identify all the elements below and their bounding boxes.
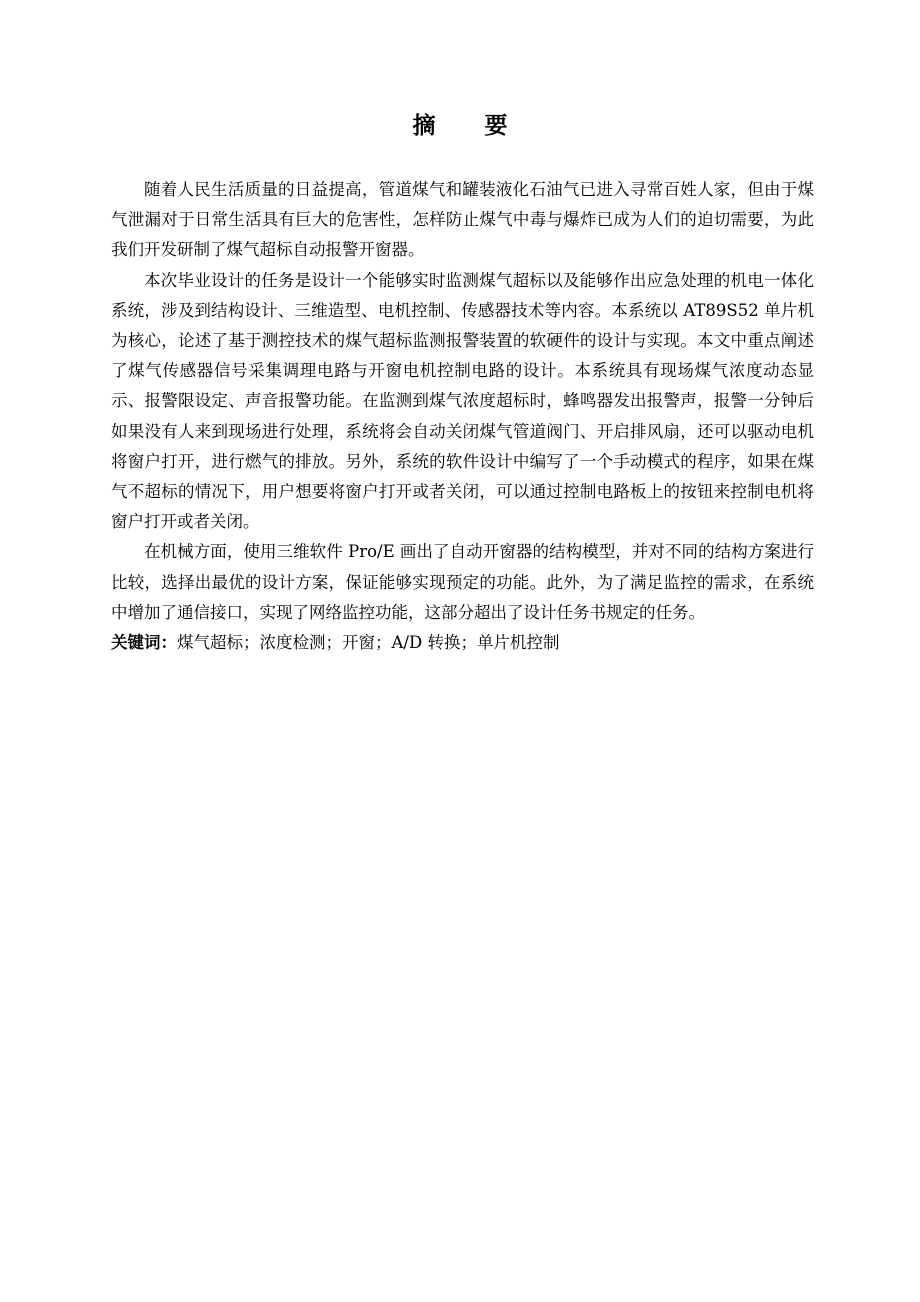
abstract-body	[111, 175, 814, 658]
keywords-text: 煤气超标；浓度检测；开窗；A/D 转换；单片机控制	[177, 633, 560, 653]
abstract-paragraph-3: 在机械方面，使用三维软件 Pro/E 画出了自动开窗器的结构模型，并对不同的结构方案进行比较，选择出最优的设计方案，保证能够实现预定的功能。此外，为了满足监控的需求，在系统中增加了通信接口，实现了网络监控功能，这部分超出了设计任务书规定的任务。	[111, 542, 814, 622]
abstract-title: 摘 要	[412, 113, 521, 139]
keywords-line	[111, 628, 814, 658]
keywords-label: 关键词：	[111, 633, 177, 653]
abstract-paragraph-1: 随着人民生活质量的日益提高，管道煤气和罐装液化石油气已进入寻常百姓人家，但由于煤气泄漏对于日常生活具有巨大的危害性，怎样防止煤气中毒与爆炸已成为人们的迫切需要，为此我们开发研制了煤气超标自动报警开窗器。	[111, 180, 814, 260]
abstract-paragraph-2: 本次毕业设计的任务是设计一个能够实时监测煤气超标以及能够作出应急处理的机电一体化系统，涉及到结构设计、三维造型、电机控制、传感器技术等内容。本系统以 AT89S52 单片机为核心，论述了基于测控技术的煤气超标监测报警装置的软硬件的设计与实现。本文中重点阐述了煤气传感器信号采集调理电路与开窗电机控制电路的设计。本系统具有现场煤气浓度动态显示、报警限设定、声音报警功能。在监测到煤气浓度超标时，蜂鸣器发出报警声，报警一分钟后如果没有人来到现场进行处理，系统将会自动关闭煤气管道阀门、开启排风扇，还可以驱动电机将窗户打开，进行燃气的排放。另外，系统的软件设计中编写了一个手动模式的程序，如果在煤气不超标的情况下，用户想要将窗户打开或者关闭，可以通过控制电路板上的按钮来控制电机将窗户打开或者关闭。	[111, 270, 814, 532]
